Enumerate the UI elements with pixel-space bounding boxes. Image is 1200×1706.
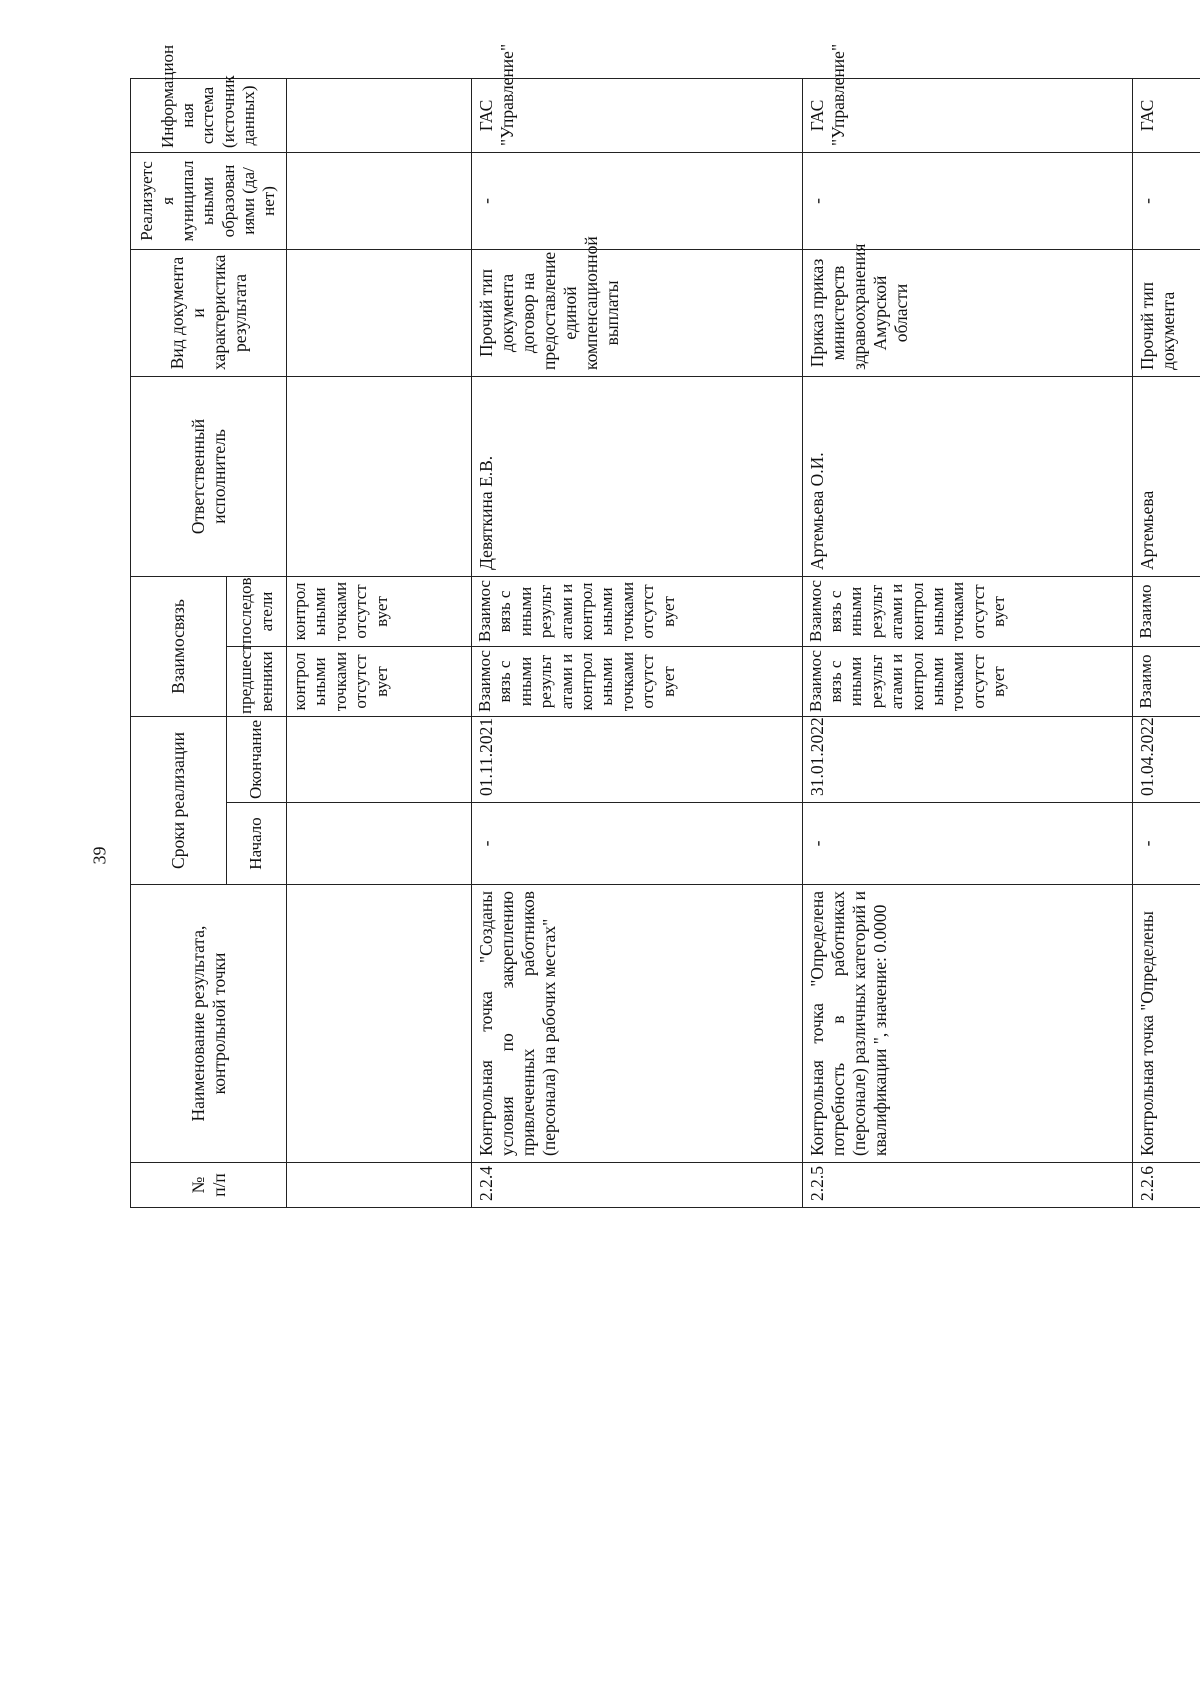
cell-municipal: -: [472, 152, 803, 249]
cell-predecessors: контрол ьными точками отсутст вует: [287, 646, 472, 716]
header-municipal: Реализуетс я муниципал ьными образован иями (да/нет): [131, 152, 287, 249]
cell-executor: Артемьева: [1133, 376, 1200, 576]
cell-executor: Девяткина Е.В.: [472, 376, 803, 576]
cell-num: 2.2.6: [1133, 1163, 1200, 1208]
cell-end: 01.04.2022: [1133, 716, 1200, 802]
cell-end: 01.11.2021: [472, 716, 803, 802]
cell-start: -: [1133, 803, 1200, 885]
cell-end: [287, 716, 472, 802]
page-number: 39: [89, 846, 110, 865]
cell-info-system: ГАС "Управление": [802, 78, 1133, 152]
rotated-table-container: [130, 43, 1200, 1208]
results-table: [130, 43, 1200, 1208]
cell-num: [287, 1163, 472, 1208]
cell-executor: Артемьева О.И.: [802, 376, 1133, 576]
cell-num: 2.2.4: [472, 1163, 803, 1208]
header-doc: Вид документа и характеристика результата: [131, 249, 287, 376]
cell-doc: [287, 249, 472, 376]
header-successors: последов атели: [227, 576, 287, 646]
cell-info-system: ГАС: [1133, 78, 1200, 152]
header-num: № п/п: [131, 1163, 287, 1208]
cell-successors: контрол ьными точками отсутст вует: [287, 576, 472, 646]
cell-predecessors: Взаимос вязь с иными результ атами и контрол ьными точками отсутст вует: [802, 646, 1133, 716]
cell-doc: Приказ приказ министерств здравоохранения Амурской области: [802, 249, 1133, 376]
header-end: Окончание: [227, 716, 287, 802]
cell-successors: Взаимос вязь с иными результ атами и контрол ьными точками отсутст вует: [472, 576, 803, 646]
cell-info-system: ГАС "Управление": [472, 78, 803, 152]
cell-predecessors: Взаимо: [1133, 646, 1200, 716]
table-row: [1133, 78, 1200, 1207]
cell-doc: Прочий тип документа: [1133, 249, 1200, 376]
cell-name: Контрольная точка "Созданы условия по закреплению привлеченных работников (персонала) на рабочих местах": [472, 885, 803, 1163]
header-start: Начало: [227, 803, 287, 885]
cell-name: Контрольная точка "Определена потребность в работниках (персонале) различных категорий и квалификации ", значение: 0.0000: [802, 885, 1133, 1163]
header-name: Наименование результата, контрольной точки: [131, 885, 287, 1163]
cell-predecessors: Взаимос вязь с иными результ атами и контрол ьными точками отсутст вует: [472, 646, 803, 716]
header-dates: Сроки реализации: [131, 716, 227, 884]
cell-successors: Взаимос вязь с иными результ атами и контрол ьными точками отсутст вует: [802, 576, 1133, 646]
header-relation: Взаимосвязь: [131, 576, 227, 716]
cell-name: Контрольная точка "Определены: [1133, 885, 1200, 1163]
cell-num: 2.2.5: [802, 1163, 1133, 1208]
table-row: [472, 78, 803, 1207]
cell-start: -: [802, 803, 1133, 885]
cell-end: 31.01.2022: [802, 716, 1133, 802]
cell-municipal: -: [1133, 152, 1200, 249]
table-row: [287, 78, 472, 1207]
cell-municipal: [287, 152, 472, 249]
cell-name: [287, 885, 472, 1163]
header-executor: Ответственный исполнитель: [131, 376, 287, 576]
cell-executor: [287, 376, 472, 576]
cell-info-system: [287, 78, 472, 152]
cell-successors: Взаимо: [1133, 576, 1200, 646]
cell-doc: Прочий тип документа договор на предоставление единой компенсационной выплаты: [472, 249, 803, 376]
header-predecessors: предшест венники: [227, 646, 287, 716]
cell-municipal: -: [802, 152, 1133, 249]
table-row: [802, 78, 1133, 1207]
header-info-system: Информацион ная система (источник данных): [131, 78, 287, 152]
cell-start: [287, 803, 472, 885]
cell-start: -: [472, 803, 803, 885]
